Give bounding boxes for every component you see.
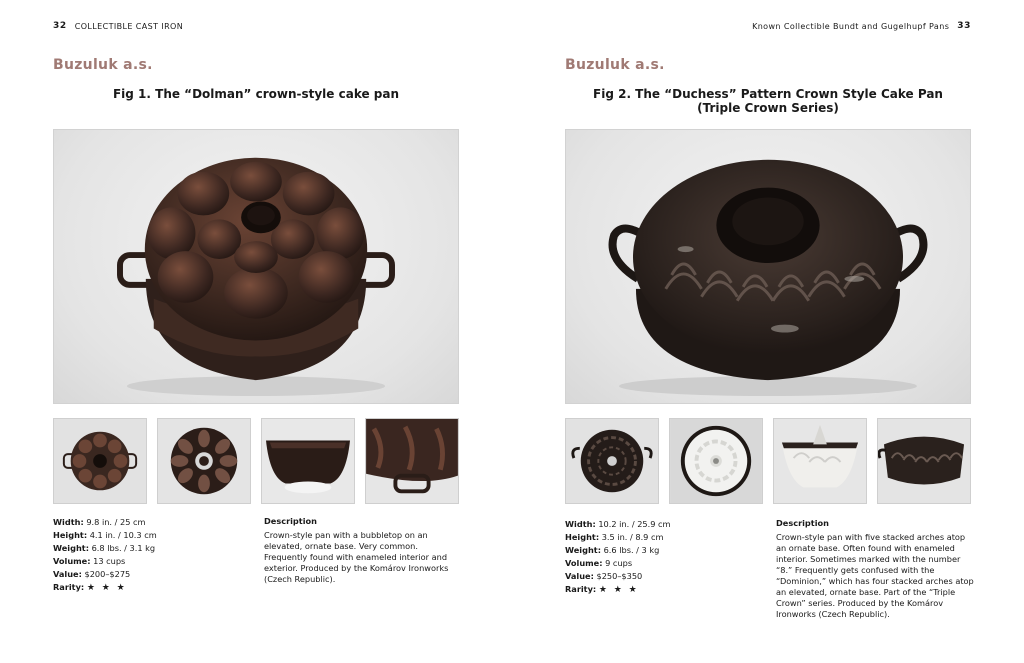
running-head-left [53,21,183,31]
description-text: Crown-style pan with a bubbletop on an elevated, ornate base. Very common. Frequently found with enameled interior and exterior. Produced by the Komárov Ironworks (Czech Republic). [264,530,449,584]
spec-height: Height: 3.5 in. / 8.9 cm [565,532,664,542]
specs-list [53,516,157,595]
thumbnail-top-view [565,418,659,504]
description-heading: Description [776,518,829,528]
spec-height: Height: 4.1 in. / 10.3 cm [53,530,157,540]
spec-value: Value: $250–$350 [565,571,643,581]
description-text: Crown-style pan with five stacked arches atop an ornate base. Often found with enameled interior. Sometimes marked with the number “8.” Frequently gets confused with the “Dominion,” which has four stacked arches atop an elevated, ornate base. Part of the “Triple Crown” series. Produced by the Komárov Ironworks (Czech Republic). [776,532,974,619]
thumbnail-interior-view [157,418,251,504]
rarity-stars-icon: ★ ★ ★ [598,585,639,595]
right-page [512,0,1024,663]
thumbnail-handle-detail [365,418,459,504]
dolman-pan-illustration [54,130,458,403]
thumbnail-enamel-side [773,418,867,504]
maker-heading: Buzuluk a.s. [53,57,153,73]
thumbnail-top-view [53,418,147,504]
description-block [776,518,976,620]
spec-rarity: Rarity: ★ ★ ★ [565,584,639,595]
description-block [264,516,462,585]
spec-width: Width: 10.2 in. / 25.9 cm [565,519,671,529]
spec-weight: Weight: 6.8 lbs. / 3.1 kg [53,543,156,553]
thumbnail-enamel-interior [669,418,763,504]
running-head-title: COLLECTIBLE CAST IRON [74,21,184,31]
figure-title: Fig 1. The “Dolman” crown-style cake pan [112,87,400,101]
description-heading: Description [264,516,317,526]
thumbnail-strip [565,418,971,504]
duchess-pan-illustration [566,130,970,403]
running-head-right [752,21,971,31]
thumbnail-side-view [877,418,971,504]
specs-list [565,518,671,597]
figure-title [565,87,971,115]
maker-heading: Buzuluk a.s. [565,57,665,73]
spec-volume: Volume: 9 cups [565,558,633,568]
figure-title-line-2: (Triple Crown Series) [697,101,839,115]
page-number: 33 [957,21,971,31]
page-number: 32 [53,21,67,31]
hero-photo-dolman-pan [53,129,459,404]
spec-value: Value: $200–$275 [53,569,131,579]
thumbnail-strip [53,418,459,504]
rarity-stars-icon: ★ ★ ★ [86,583,127,593]
figure-title-line-1: Fig 2. The “Duchess” Pattern Crown Style Cake Pan [593,87,943,101]
spec-width: Width: 9.8 in. / 25 cm [53,517,146,527]
spec-rarity: Rarity: ★ ★ ★ [53,582,127,593]
running-head-title: Known Collectible Bundt and Gugelhupf Pans [752,21,950,31]
thumbnail-side-view [261,418,355,504]
spec-weight: Weight: 6.6 lbs. / 3 kg [565,545,660,555]
spec-volume: Volume: 13 cups [53,556,126,566]
hero-photo-duchess-pan [565,129,971,404]
